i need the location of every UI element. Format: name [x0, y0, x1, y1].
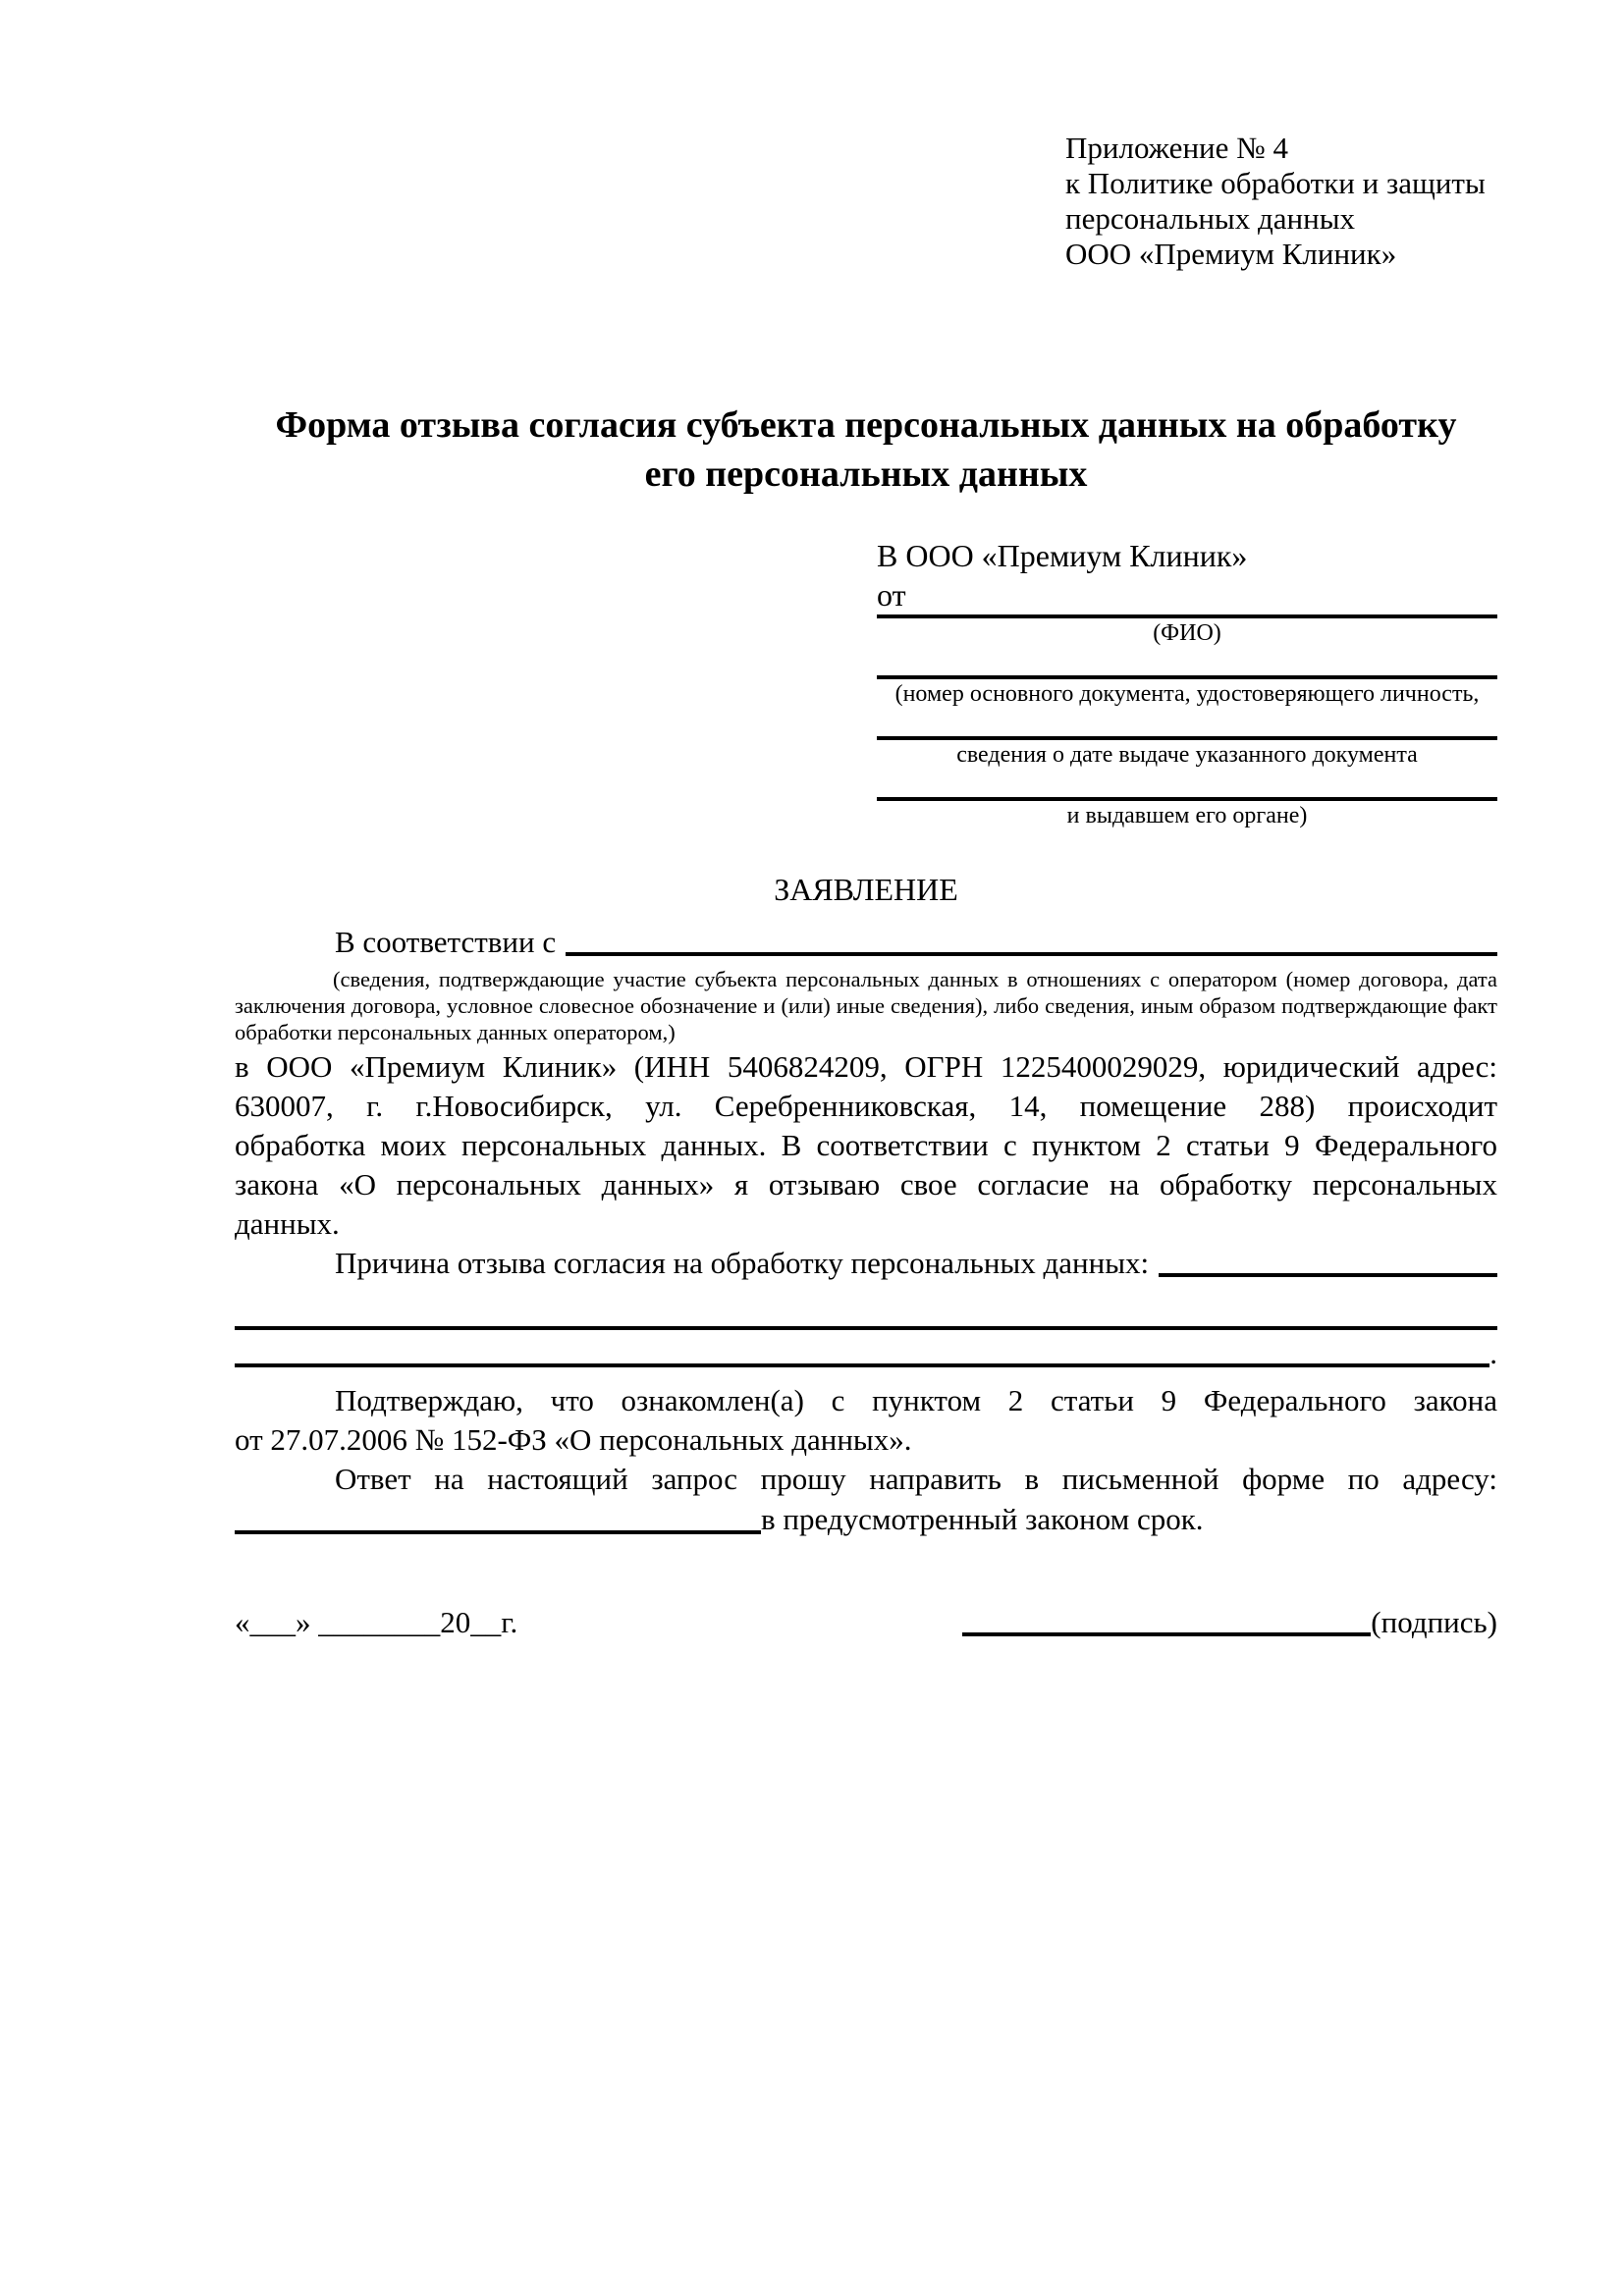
document-number-blank-line [877, 648, 1497, 679]
intro-line [235, 923, 1497, 962]
page-title-line: его персональных данных [644, 454, 1088, 495]
reason-blank-line-3 [235, 1330, 1497, 1373]
note-line: (сведения, подтверждающие участие субъекта персональных данных в отношениях с оператором (номер договора, дата [333, 967, 1497, 991]
date-line: «___» ________20__г. [235, 1605, 518, 1639]
signature-blank-line [962, 1632, 1371, 1636]
note-line: обработки персональных данных оператором,) [235, 1020, 676, 1044]
intro-prefix: В соответствии с [335, 925, 557, 959]
issue-date-caption: сведения о дате выдаче указанного документа [956, 742, 1418, 768]
annex-note-line: персональных данных [1065, 201, 1356, 236]
reason-end-period: . [1489, 1336, 1497, 1370]
signature-group [962, 1603, 1497, 1642]
fio-caption: (ФИО) [1153, 620, 1221, 646]
issue-date-blank-line [877, 709, 1497, 740]
body-line: в ООО «Премиум Клиник» (ИНН 5406824209, ОГРН 1225400029029, юридический адрес: [235, 1049, 1497, 1084]
reason-label: Причина отзыва согласия на обработку персональных данных: [335, 1246, 1150, 1280]
addressee-to: В ООО «Премиум Клиник» [877, 538, 1248, 573]
confirmation-paragraph [235, 1381, 1497, 1460]
issuing-authority-caption: и выдавшем его органе) [1066, 803, 1308, 828]
reason-blank-line-3-rule [235, 1363, 1489, 1367]
page-title [235, 400, 1497, 499]
reply-suffix: в предусмотренный законом срок. [761, 1502, 1204, 1536]
issuing-authority-blank-line [877, 770, 1497, 801]
signature-caption: (подпись) [1371, 1605, 1497, 1639]
reason-line [235, 1244, 1497, 1283]
addressee-from: от [877, 577, 906, 613]
annex-note-line: ООО «Премиум Клиник» [1065, 237, 1397, 271]
reply-address-line [235, 1499, 1497, 1540]
reason-blank-line [1159, 1273, 1497, 1277]
addressee-block [877, 536, 1497, 830]
body-line: обработка моих персональных данных. В соответствии с пунктом 2 статьи 9 Федерального [235, 1128, 1497, 1162]
reply-address-blank-line [235, 1530, 761, 1534]
form-field-issuing-authority [877, 770, 1497, 830]
form-field-document-number [877, 648, 1497, 709]
page-title-line: Форма отзыва согласия субъекта персональных данных на обработку [275, 404, 1457, 446]
form-field-issue-date [877, 709, 1497, 770]
annex-note-line: к Политике обработки и защиты [1065, 166, 1486, 200]
form-field-fio [877, 614, 1497, 648]
body-paragraph [235, 1047, 1497, 1244]
body-line: данных. [235, 1206, 340, 1241]
statement-heading: ЗАЯВЛЕНИЕ [774, 872, 958, 907]
intro-blank-line [566, 952, 1497, 956]
footer-row [235, 1603, 1497, 1642]
reply-request-line: Ответ на настоящий запрос прошу направить в письменной форме по адресу: [335, 1462, 1497, 1496]
annex-note [1065, 131, 1497, 272]
annex-note-line: Приложение № 4 [1065, 131, 1288, 165]
body-line: 630007, г. г.Новосибирск, ул. Серебренниковская, 14, помещение 288) происходит [235, 1089, 1497, 1123]
note-line: заключения договора, условное словесное обозначение и (или) иные сведения), либо сведения, иным образом подтверждающие факт [235, 993, 1497, 1018]
confirmation-line: Подтверждаю, что ознакомлен(а) с пунктом 2 статьи 9 Федерального закона [335, 1383, 1497, 1417]
body-line: закона «О персональных данных» я отзываю свое согласие на обработку персональных [235, 1167, 1497, 1201]
explanatory-note [235, 966, 1497, 1045]
confirmation-line: от 27.07.2006 № 152-ФЗ «О персональных данных». [235, 1422, 912, 1457]
document-number-caption: (номер основного документа, удостоверяющего личность, [894, 681, 1480, 707]
